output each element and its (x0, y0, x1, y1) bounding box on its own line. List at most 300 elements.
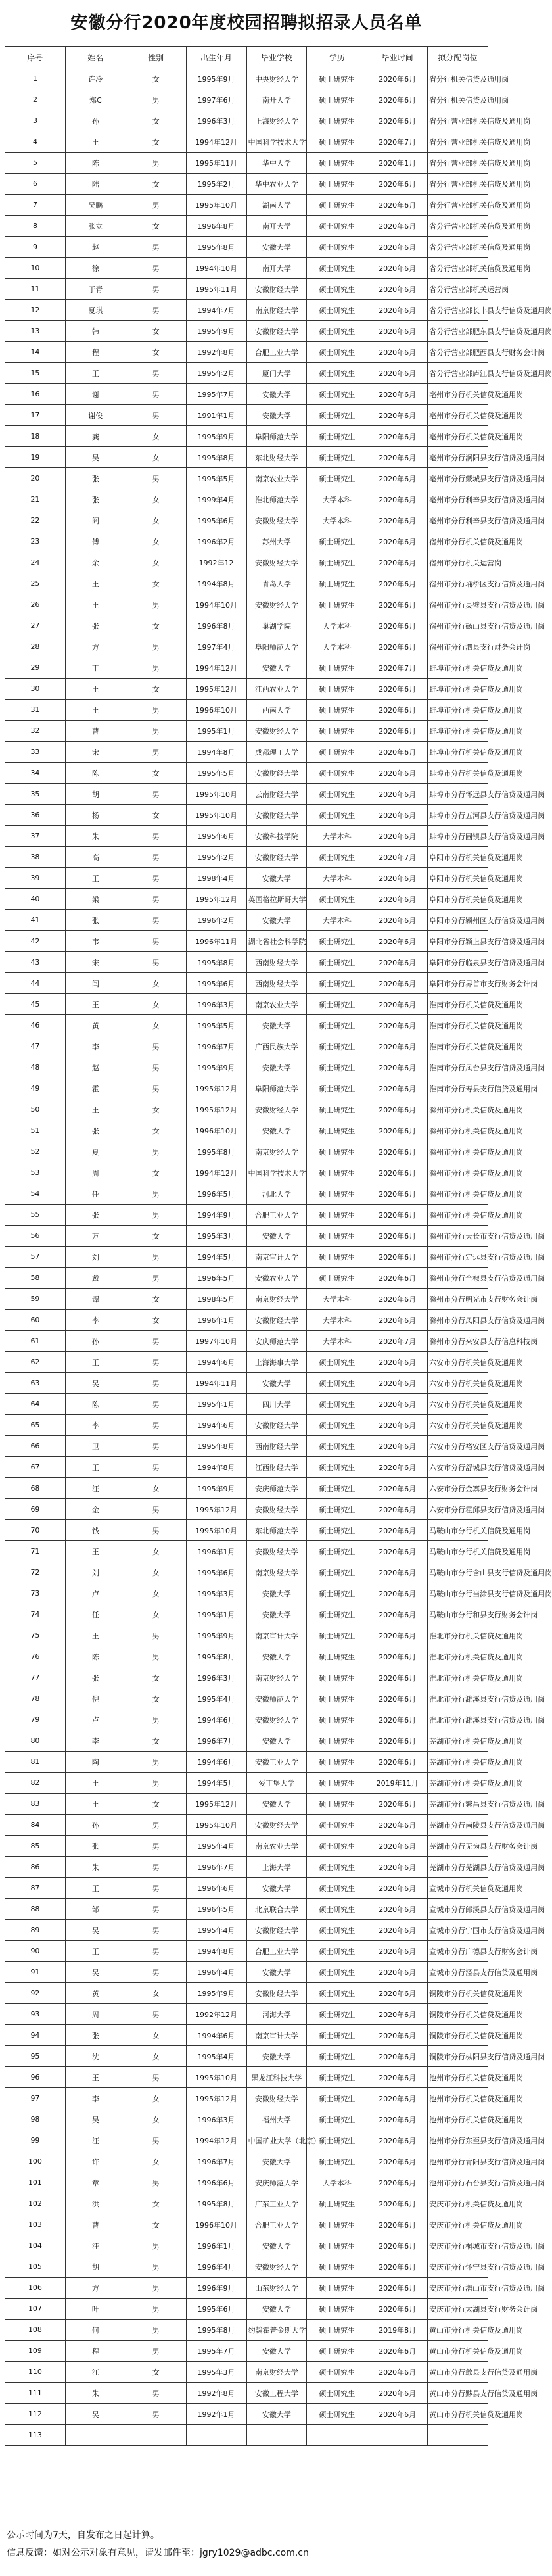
cell-birth: 1996年1月 (186, 1310, 246, 1331)
cell-grad: 2020年6月 (367, 110, 428, 131)
cell-birth: 1995年9月 (186, 68, 246, 89)
cell-grad: 2020年6月 (367, 1709, 428, 1730)
cell-birth: 1996年10月 (186, 700, 246, 721)
cell-post: 安庆市分行潜山市支行信贷及通用岗 (428, 2278, 488, 2299)
cell-degree: 硕士研究生 (307, 1226, 367, 1247)
cell-birth: 1995年8月 (186, 1646, 246, 1667)
cell-sex: 女 (126, 1120, 186, 1141)
cell-degree: 硕士研究生 (307, 1205, 367, 1226)
cell-sex: 女 (126, 573, 186, 594)
table-row (5, 805, 488, 826)
cell-sex: 男 (126, 1962, 186, 1983)
table-row (5, 1331, 488, 1352)
cell-no: 53 (5, 1162, 66, 1183)
cell-grad: 2020年6月 (367, 1836, 428, 1857)
cell-school: 西南财经大学 (246, 952, 307, 973)
cell-degree: 硕士研究生 (307, 1646, 367, 1667)
cell-post: 安庆市分行机关信贷及通用岗 (428, 2214, 488, 2235)
cell-name: 方 (65, 2278, 126, 2299)
cell-no: 1 (5, 68, 66, 89)
cell-no: 20 (5, 468, 66, 489)
cell-birth: 1995年5月 (186, 468, 246, 489)
cell-degree: 硕士研究生 (307, 952, 367, 973)
cell-degree: 大学本科 (307, 910, 367, 931)
cell-no: 100 (5, 2151, 66, 2172)
cell-school: 南京财经大学 (246, 1667, 307, 1688)
cell-no: 98 (5, 2109, 66, 2130)
cell-school: 安徽大学 (246, 1604, 307, 1625)
cell-no: 102 (5, 2193, 66, 2214)
cell-no: 95 (5, 2046, 66, 2067)
cell-no: 112 (5, 2404, 66, 2425)
cell-grad: 2020年6月 (367, 636, 428, 657)
table-row (5, 742, 488, 763)
cell-post: 六安市分行裕安区支行信贷及通用岗 (428, 1436, 488, 1457)
table-row (5, 2320, 488, 2341)
cell-post: 滁州市分行机关信贷及通用岗 (428, 1162, 488, 1183)
cell-sex: 男 (126, 2320, 186, 2341)
page-title: 安徽分行2020年度校园招聘拟招录人员名单 (70, 13, 423, 33)
cell-sex: 男 (126, 89, 186, 110)
cell-sex: 男 (126, 826, 186, 847)
cell-grad: 2020年6月 (367, 1415, 428, 1436)
cell-birth: 1996年11月 (186, 931, 246, 952)
cell-degree: 硕士研究生 (307, 1162, 367, 1183)
table-row (5, 1436, 488, 1457)
cell-grad: 2020年6月 (367, 2278, 428, 2299)
cell-grad: 2020年6月 (367, 300, 428, 321)
cell-sex: 男 (126, 2299, 186, 2320)
table-row (5, 531, 488, 552)
cell-no: 3 (5, 110, 66, 131)
cell-school: 安徽大学 (246, 2404, 307, 2425)
cell-no: 63 (5, 1373, 66, 1394)
cell-school: 安徽大学 (246, 1646, 307, 1667)
cell-name: 陈 (65, 763, 126, 784)
cell-degree: 硕士研究生 (307, 1436, 367, 1457)
cell-birth: 1994年10月 (186, 258, 246, 279)
notice-period: 公示时间为7天，自发布之日起计算。 (7, 2530, 160, 2540)
cell-school: 安徽工业大学 (246, 1752, 307, 1773)
cell-no: 97 (5, 2088, 66, 2109)
cell-post: 亳州市分行利辛县支行信贷及通用岗 (428, 510, 488, 531)
cell-post: 宣城市分行机关信贷及通用岗 (428, 1878, 488, 1899)
table-row (5, 510, 488, 531)
table-row (5, 847, 488, 868)
cell-degree: 硕士研究生 (307, 384, 367, 405)
cell-post: 滁州市分行天长市支行信贷及通用岗 (428, 1226, 488, 1247)
cell-no: 109 (5, 2341, 66, 2362)
cell-school: 安徽财经大学 (246, 721, 307, 742)
cell-grad: 2020年6月 (367, 1120, 428, 1141)
cell-no: 78 (5, 1688, 66, 1709)
header-cell-sex: 性别 (126, 47, 186, 68)
cell-school: 安徽大学 (246, 384, 307, 405)
cell-post: 六安市分行舒城县支行信贷及通用岗 (428, 1457, 488, 1478)
cell-sex: 女 (126, 552, 186, 573)
cell-grad: 2020年6月 (367, 321, 428, 342)
cell-sex: 男 (126, 279, 186, 300)
cell-sex: 女 (126, 2362, 186, 2383)
cell-sex: 女 (126, 1099, 186, 1120)
cell-degree: 硕士研究生 (307, 195, 367, 216)
cell-name: 陆 (65, 174, 126, 195)
cell-post: 池州市分行机关信贷及通用岗 (428, 2088, 488, 2109)
cell-name: 张立 (65, 216, 126, 237)
cell-birth: 1992年1月 (186, 2404, 246, 2425)
cell-grad: 2020年6月 (367, 426, 428, 447)
cell-birth: 1995年10月 (186, 1815, 246, 1836)
cell-no: 68 (5, 1478, 66, 1499)
cell-grad: 2020年6月 (367, 1141, 428, 1162)
cell-sex: 男 (126, 1752, 186, 1773)
cell-no: 64 (5, 1394, 66, 1415)
cell-grad: 2019年8月 (367, 2320, 428, 2341)
cell-name: 张 (65, 489, 126, 510)
cell-degree: 大学本科 (307, 2172, 367, 2193)
cell-degree: 硕士研究生 (307, 1057, 367, 1078)
cell-name: 许 (65, 2151, 126, 2172)
header-cell-no: 序号 (5, 47, 66, 68)
cell-no: 41 (5, 910, 66, 931)
cell-degree: 硕士研究生 (307, 2193, 367, 2214)
cell-post: 滁州市分行机关信贷及通用岗 (428, 1183, 488, 1205)
cell-sex: 男 (126, 1078, 186, 1099)
cell-sex: 女 (126, 805, 186, 826)
notice-feedback: 信息反馈：如对公示对象有意见，请发邮件至：jgry1029@adbc.com.cn (7, 2548, 309, 2558)
cell-school: 河北大学 (246, 1183, 307, 1205)
cell-degree: 硕士研究生 (307, 2025, 367, 2046)
cell-sex: 男 (126, 1499, 186, 1520)
cell-degree: 硕士研究生 (307, 1815, 367, 1836)
table-row (5, 2172, 488, 2193)
cell-school: 安徽大学 (246, 1226, 307, 1247)
cell-sex: 男 (126, 721, 186, 742)
cell-degree: 硕士研究生 (307, 1625, 367, 1646)
cell-post: 省分行营业部肥西县支行财务会计岗 (428, 342, 488, 363)
cell-no: 17 (5, 405, 66, 426)
cell-school: 安徽大学 (246, 868, 307, 889)
table-row (5, 1857, 488, 1878)
cell-degree: 硕士研究生 (307, 1352, 367, 1373)
cell-post: 滁州市分行机关信贷及通用岗 (428, 1205, 488, 1226)
header-cell-degree: 学历 (307, 47, 367, 68)
cell-post: 省分行营业部机关信贷及通用岗 (428, 216, 488, 237)
table-row (5, 2425, 488, 2446)
cell-sex: 女 (126, 2109, 186, 2130)
cell-school: 南京财经大学 (246, 2362, 307, 2383)
cell-degree: 硕士研究生 (307, 657, 367, 679)
cell-grad: 2020年6月 (367, 1667, 428, 1688)
cell-birth: 1996年4月 (186, 1962, 246, 1983)
cell-no: 75 (5, 1625, 66, 1646)
cell-name: 黄 (65, 1015, 126, 1036)
cell-grad: 2020年6月 (367, 1794, 428, 1815)
cell-name: 倪 (65, 1688, 126, 1709)
cell-no: 19 (5, 447, 66, 468)
table-row (5, 1941, 488, 1962)
cell-no: 50 (5, 1099, 66, 1120)
cell-sex: 女 (126, 1667, 186, 1688)
cell-birth: 1994年6月 (186, 1752, 246, 1773)
cell-birth: 1995年8月 (186, 952, 246, 973)
table-row (5, 1099, 488, 1120)
cell-degree: 硕士研究生 (307, 784, 367, 805)
table-row (5, 1646, 488, 1667)
cell-degree: 硕士研究生 (307, 2320, 367, 2341)
cell-name: 李 (65, 1310, 126, 1331)
cell-birth: 1996年3月 (186, 2109, 246, 2130)
cell-post: 亳州市分行利辛县支行信贷及通用岗 (428, 489, 488, 510)
cell-birth: 1995年10月 (186, 805, 246, 826)
cell-degree: 硕士研究生 (307, 216, 367, 237)
cell-post: 宣城市分行宁国市支行信贷及通用岗 (428, 1920, 488, 1941)
cell-degree: 硕士研究生 (307, 1141, 367, 1162)
cell-name: 王 (65, 1625, 126, 1646)
cell-name: 李 (65, 1730, 126, 1752)
cell-no: 99 (5, 2130, 66, 2151)
cell-sex: 女 (126, 131, 186, 153)
cell-post: 淮南市分行机关信贷及通用岗 (428, 1015, 488, 1036)
cell-sex: 男 (126, 363, 186, 384)
cell-post: 淮北市分行濉溪县支行信贷及通用岗 (428, 1709, 488, 1730)
cell-school: 南开大学 (246, 258, 307, 279)
cell-school: 黑龙江科技大学 (246, 2067, 307, 2088)
cell-no: 113 (5, 2425, 66, 2446)
cell-school: 安徽财经大学 (246, 1709, 307, 1730)
cell-post: 省分行营业部肥东县支行信贷及通用岗 (428, 321, 488, 342)
cell-post: 安庆市分行怀宁县支行信贷及通用岗 (428, 2256, 488, 2278)
cell-grad: 2020年6月 (367, 510, 428, 531)
table-row (5, 2299, 488, 2320)
cell-sex: 男 (126, 1941, 186, 1962)
cell-sex: 男 (126, 2172, 186, 2193)
table-row (5, 2383, 488, 2404)
cell-birth: 1996年8月 (186, 615, 246, 636)
cell-post: 铜陵市分行机关信贷及通用岗 (428, 2004, 488, 2025)
cell-degree: 硕士研究生 (307, 2299, 367, 2320)
cell-name: 朱 (65, 826, 126, 847)
cell-school: 西南大学 (246, 700, 307, 721)
cell-grad: 2020年6月 (367, 700, 428, 721)
cell-grad: 2020年6月 (367, 89, 428, 110)
cell-post: 蚌埠市分行机关信贷及通用岗 (428, 700, 488, 721)
cell-name: 宋 (65, 742, 126, 763)
table-row (5, 2235, 488, 2256)
cell-degree: 硕士研究生 (307, 2214, 367, 2235)
cell-post: 淮北市分行机关信贷及通用岗 (428, 1625, 488, 1646)
cell-school: 安徽农业大学 (246, 1268, 307, 1289)
table-row (5, 2278, 488, 2299)
cell-degree: 硕士研究生 (307, 258, 367, 279)
cell-grad: 2020年6月 (367, 2256, 428, 2278)
cell-grad: 2020年1月 (367, 153, 428, 174)
table-row (5, 2067, 488, 2088)
cell-name: 王 (65, 679, 126, 700)
cell-name: 余 (65, 552, 126, 573)
cell-name: 谢 (65, 384, 126, 405)
table-row (5, 1078, 488, 1099)
cell-grad: 2020年6月 (367, 931, 428, 952)
cell-school: 安徽大学 (246, 1373, 307, 1394)
cell-degree: 硕士研究生 (307, 300, 367, 321)
table-row (5, 1562, 488, 1583)
cell-degree: 硕士研究生 (307, 1836, 367, 1857)
cell-birth: 1995年6月 (186, 510, 246, 531)
cell-no: 88 (5, 1899, 66, 1920)
cell-school: 中国科学技术大学 (246, 1162, 307, 1183)
cell-school: 安徽财经大学 (246, 1415, 307, 1436)
cell-school: 东北师范大学 (246, 1520, 307, 1541)
cell-post: 马鞍山市分行当涂县支行信贷及通用岗 (428, 1583, 488, 1604)
cell-grad: 2020年6月 (367, 1099, 428, 1120)
cell-school: 安徽财经大学 (246, 2256, 307, 2278)
cell-post: 蚌埠市分行怀远县支行信贷及通用岗 (428, 784, 488, 805)
cell-post: 芜湖市分行南陵县支行信贷及通用岗 (428, 1815, 488, 1836)
cell-degree: 硕士研究生 (307, 342, 367, 363)
table-row (5, 1162, 488, 1183)
cell-name: 王 (65, 1352, 126, 1373)
cell-sex: 男 (126, 195, 186, 216)
cell-post: 滁州市分行机关信贷及通用岗 (428, 1120, 488, 1141)
cell-degree: 硕士研究生 (307, 1036, 367, 1057)
cell-post: 安庆市分行机关信贷及通用岗 (428, 2193, 488, 2214)
cell-post: 亳州市分行机关信贷及通用岗 (428, 426, 488, 447)
cell-sex: 女 (126, 1226, 186, 1247)
cell-school: 安徽财经大学 (246, 279, 307, 300)
cell-post: 省分行营业部机关信贷及通用岗 (428, 174, 488, 195)
cell-sex: 女 (126, 2151, 186, 2172)
cell-no: 18 (5, 426, 66, 447)
cell-grad: 2020年6月 (367, 2025, 428, 2046)
cell-degree: 硕士研究生 (307, 847, 367, 868)
cell-sex: 女 (126, 531, 186, 552)
cell-birth: 1994年11月 (186, 1373, 246, 1394)
cell-grad: 2020年6月 (367, 1899, 428, 1920)
cell-no: 82 (5, 1773, 66, 1794)
table-row (5, 1773, 488, 1794)
cell-grad: 2020年6月 (367, 1205, 428, 1226)
table-row (5, 237, 488, 258)
cell-grad: 2020年6月 (367, 2193, 428, 2214)
cell-school: 湖南大学 (246, 195, 307, 216)
cell-no: 74 (5, 1604, 66, 1625)
cell-birth: 1995年3月 (186, 2362, 246, 2383)
cell-school: 阜阳师范大学 (246, 1078, 307, 1099)
cell-degree: 硕士研究生 (307, 1015, 367, 1036)
cell-school: 安徽财经大学 (246, 1310, 307, 1331)
cell-name: 张 (65, 1205, 126, 1226)
cell-birth: 1995年6月 (186, 2299, 246, 2320)
cell-grad: 2020年6月 (367, 1078, 428, 1099)
cell-birth: 1995年3月 (186, 1583, 246, 1604)
cell-school: 爱丁堡大学 (246, 1773, 307, 1794)
cell-degree: 硕士研究生 (307, 889, 367, 910)
cell-birth (186, 2425, 246, 2446)
cell-no: 2 (5, 89, 66, 110)
cell-school: 巢湖学院 (246, 615, 307, 636)
cell-post: 池州市分行东至县支行信贷及通用岗 (428, 2130, 488, 2151)
cell-name: 王 (65, 700, 126, 721)
cell-birth: 1995年12月 (186, 2088, 246, 2109)
cell-school: 安徽财经大学 (246, 1920, 307, 1941)
cell-name: 李 (65, 1415, 126, 1436)
cell-sex: 男 (126, 1857, 186, 1878)
cell-name: 吴 (65, 1920, 126, 1941)
cell-degree: 硕士研究生 (307, 1415, 367, 1436)
cell-post: 宣城市分行广德县支行财务会计岗 (428, 1941, 488, 1962)
cell-school: 安徽财经大学 (246, 1499, 307, 1520)
table-row (5, 784, 488, 805)
cell-birth: 1995年12月 (186, 1099, 246, 1120)
cell-name: 刘 (65, 1247, 126, 1268)
cell-school: 上海海事大学 (246, 1352, 307, 1373)
cell-post: 淮南市分行机关信贷及通用岗 (428, 1036, 488, 1057)
cell-post: 宿州市分行埇桥区支行信贷及通用岗 (428, 573, 488, 594)
table-row (5, 973, 488, 994)
cell-no: 7 (5, 195, 66, 216)
cell-no: 46 (5, 1015, 66, 1036)
cell-name: 卢 (65, 1709, 126, 1730)
cell-school: 约翰霍普金斯大学 (246, 2320, 307, 2341)
cell-degree: 硕士研究生 (307, 931, 367, 952)
cell-school: 安徽大学 (246, 1120, 307, 1141)
cell-grad: 2020年6月 (367, 1815, 428, 1836)
cell-post: 淮南市分行凤台县支行信贷及通用岗 (428, 1057, 488, 1078)
table-row (5, 1457, 488, 1478)
cell-sex: 女 (126, 1730, 186, 1752)
cell-sex: 男 (126, 931, 186, 952)
cell-degree: 硕士研究生 (307, 1247, 367, 1268)
cell-school: 成都理工大学 (246, 742, 307, 763)
header-row (5, 47, 488, 68)
cell-no: 51 (5, 1120, 66, 1141)
cell-birth: 1995年9月 (186, 1478, 246, 1499)
cell-no: 49 (5, 1078, 66, 1099)
cell-no: 66 (5, 1436, 66, 1457)
cell-sex: 男 (126, 1646, 186, 1667)
header-cell-school: 毕业学校 (246, 47, 307, 68)
cell-no: 14 (5, 342, 66, 363)
cell-birth: 1995年4月 (186, 1836, 246, 1857)
cell-no: 23 (5, 531, 66, 552)
cell-sex: 女 (126, 489, 186, 510)
cell-name: 孙 (65, 1815, 126, 1836)
table-row (5, 1625, 488, 1646)
cell-birth: 1995年1月 (186, 721, 246, 742)
cell-name: 王 (65, 131, 126, 153)
cell-post: 黄山市分行机关信贷及通用岗 (428, 2341, 488, 2362)
cell-post: 马鞍山市分行含山县支行信贷及通用岗 (428, 1562, 488, 1583)
cell-sex: 男 (126, 1352, 186, 1373)
cell-school: 广西民族大学 (246, 1036, 307, 1057)
cell-post: 淮北市分行机关信贷及通用岗 (428, 1667, 488, 1688)
cell-name: 汪 (65, 2235, 126, 2256)
cell-birth: 1995年9月 (186, 321, 246, 342)
table-row (5, 1836, 488, 1857)
cell-no: 52 (5, 1141, 66, 1162)
table-row (5, 2025, 488, 2046)
cell-degree: 硕士研究生 (307, 1878, 367, 1899)
cell-no: 48 (5, 1057, 66, 1078)
cell-grad: 2020年6月 (367, 805, 428, 826)
cell-sex: 女 (126, 1794, 186, 1815)
cell-post: 黄山市分行黟县支行信贷及通用岗 (428, 2383, 488, 2404)
cell-grad: 2020年6月 (367, 1436, 428, 1457)
cell-degree: 硕士研究生 (307, 2278, 367, 2299)
cell-name: 汪 (65, 2130, 126, 2151)
cell-name: 张 (65, 2025, 126, 2046)
